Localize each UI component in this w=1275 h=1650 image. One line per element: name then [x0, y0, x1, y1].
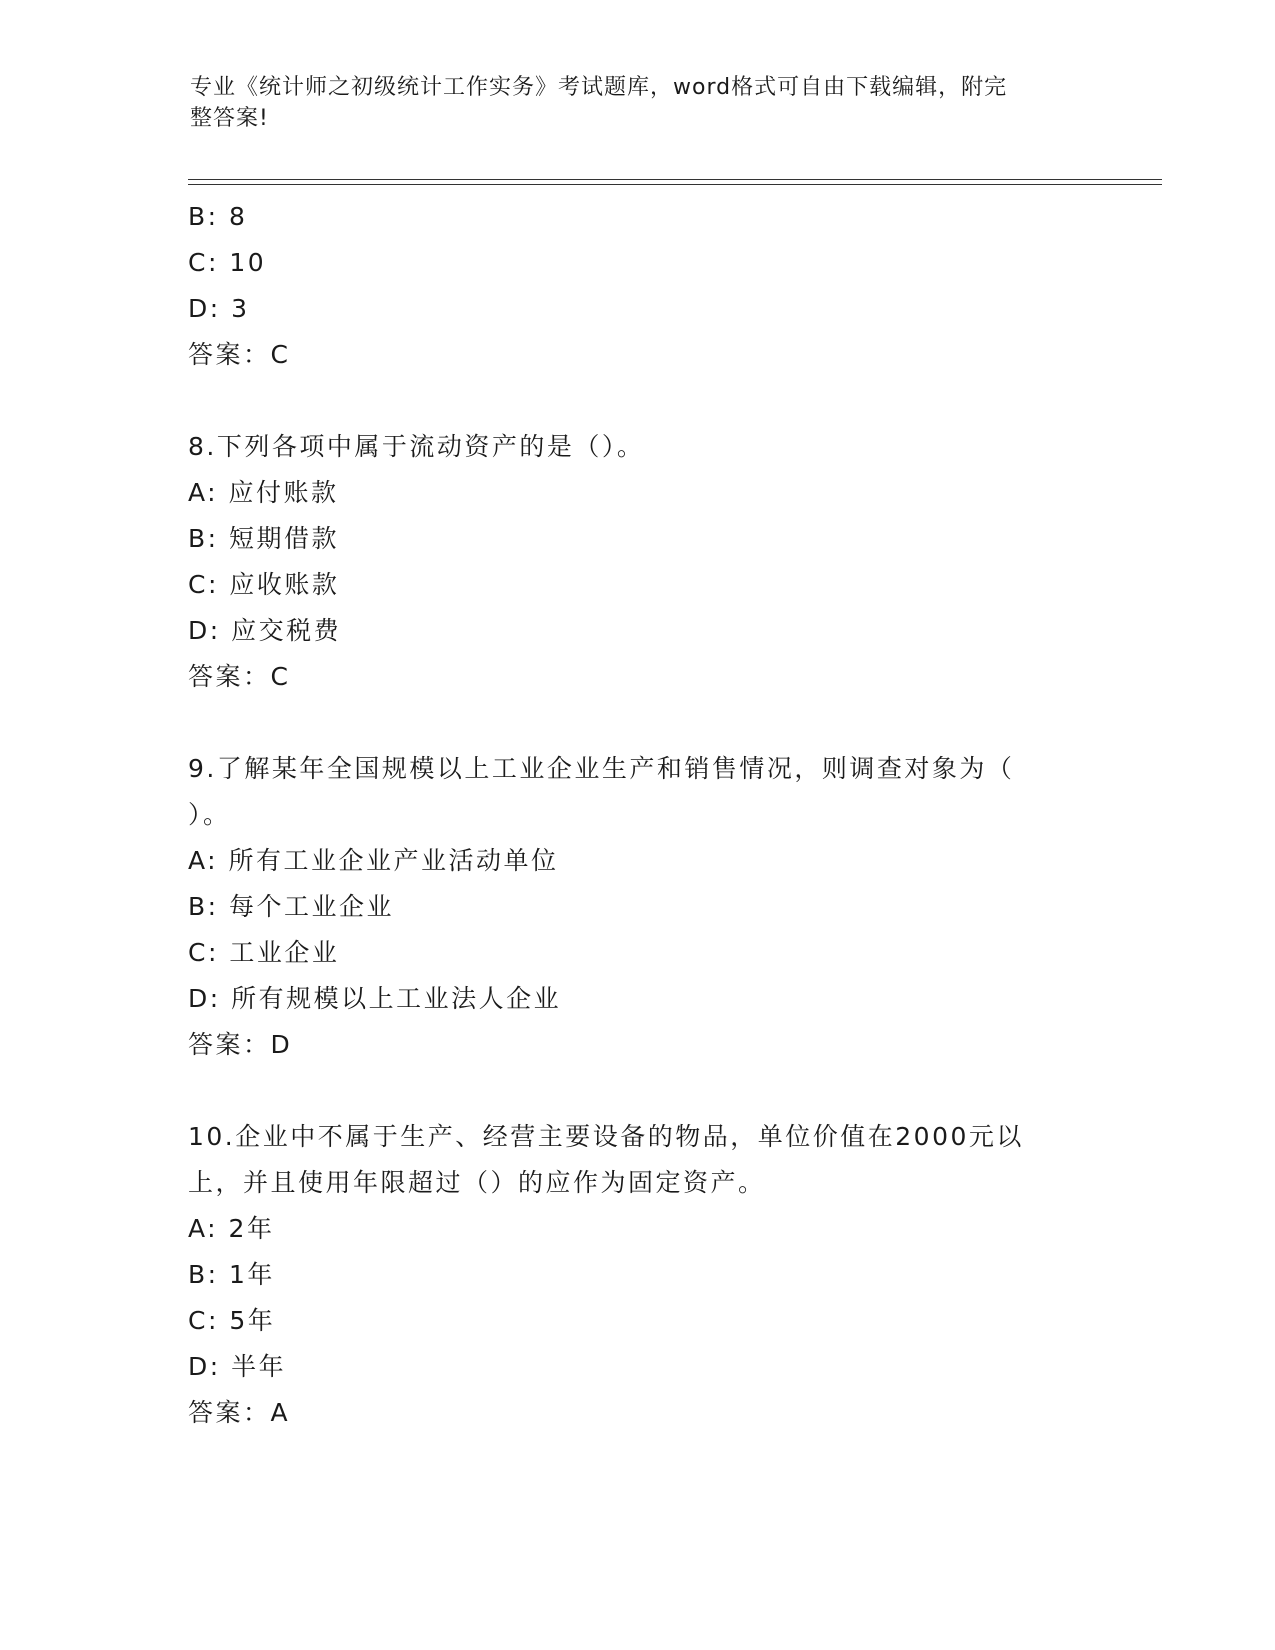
answer-line: 答案：C — [188, 662, 291, 691]
header-divider-bottom — [188, 184, 1162, 185]
option-b: B: 短期借款 — [188, 524, 340, 553]
question-text: 8.下列各项中属于流动资产的是（）。 — [188, 432, 645, 461]
option-a: A: 应付账款 — [188, 478, 339, 507]
option-d: D: 3 — [188, 294, 250, 323]
question-block-10 — [188, 1114, 1088, 1436]
option-c: C: 10 — [188, 248, 267, 277]
question-text-line-2: 上，并且使用年限超过（）的应作为固定资产。 — [188, 1168, 766, 1197]
option-a: A: 2年 — [188, 1214, 275, 1243]
option-d: D: 所有规模以上工业法人企业 — [188, 984, 562, 1013]
header-line-1: 专业《统计师之初级统计工作实务》考试题库，word格式可自由下载编辑，附完 — [190, 75, 1008, 100]
question-text-line-1: 9.了解某年全国规模以上工业企业生产和销售情况，则调查对象为（ — [188, 754, 1015, 783]
option-c: C: 工业企业 — [188, 938, 340, 967]
question-block-8 — [188, 424, 1088, 700]
option-c: C: 5年 — [188, 1306, 276, 1335]
option-b: B: 1年 — [188, 1260, 275, 1289]
answer-line: 答案：A — [188, 1398, 291, 1427]
question-text-line-1: 10.企业中不属于生产、经营主要设备的物品，单位价值在2000元以 — [188, 1122, 1024, 1151]
option-c: C: 应收账款 — [188, 570, 340, 599]
spacer — [188, 700, 1088, 746]
option-b: B: 每个工业企业 — [188, 892, 395, 921]
question-block-prev — [188, 194, 1088, 378]
option-a: A: 所有工业企业产业活动单位 — [188, 846, 559, 875]
page-header — [190, 72, 1070, 134]
answer-line: 答案：C — [188, 340, 291, 369]
option-d: D: 应交税费 — [188, 616, 342, 645]
spacer — [188, 378, 1088, 424]
question-list — [188, 194, 1088, 1436]
spacer — [188, 1068, 1088, 1114]
question-text-line-2: ）。 — [188, 800, 231, 829]
option-d: D: 半年 — [188, 1352, 287, 1381]
header-line-2: 整答案! — [190, 106, 269, 131]
question-block-9 — [188, 746, 1088, 1068]
answer-line: 答案：D — [188, 1030, 293, 1059]
header-divider-top — [188, 179, 1162, 180]
option-b: B: 8 — [188, 202, 248, 231]
